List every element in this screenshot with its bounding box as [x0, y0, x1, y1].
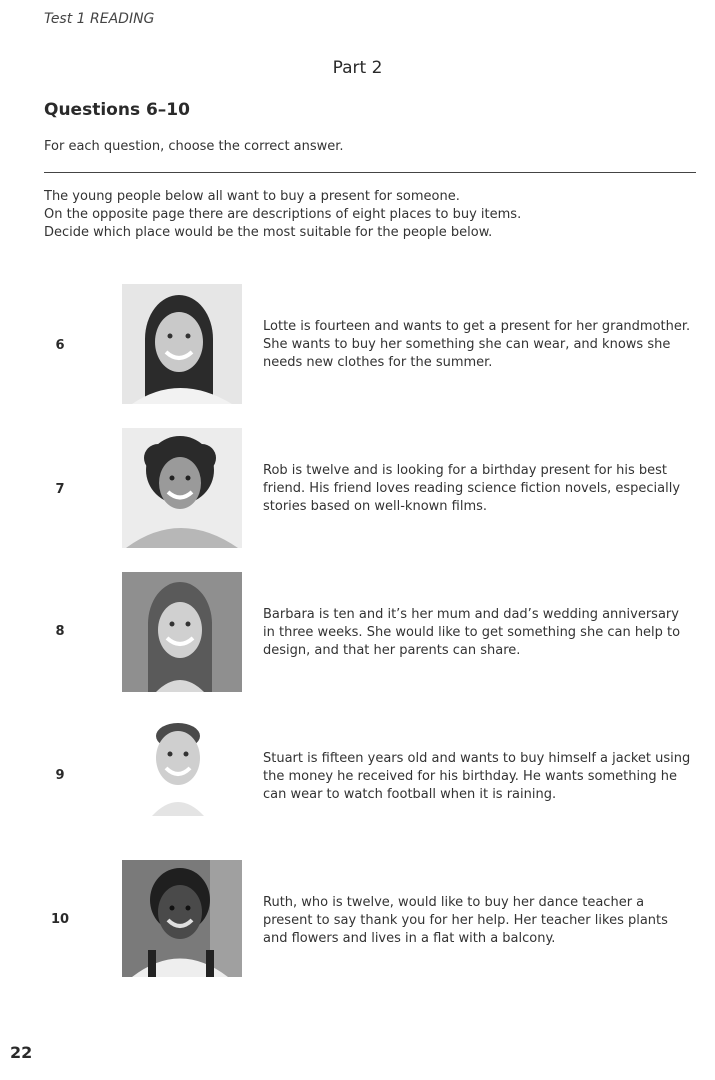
- question-8: [0, 572, 715, 697]
- boy-short-hair-photo: [122, 716, 242, 836]
- girl-long-hair-smiling-photo: [122, 572, 242, 692]
- question-number: 8: [55, 624, 65, 639]
- questions-title: Questions 6–10: [44, 100, 190, 120]
- question-number: 7: [55, 482, 65, 497]
- intro-line: Decide which place would be the most suitable for the people below.: [44, 225, 493, 240]
- question-text: Stuart is fifteen years old and wants to buy himself a jacket using the money he received for his birthday. He wants something he can wear to watch football when it is raining.: [263, 751, 691, 802]
- question-text: Lotte is fourteen and wants to get a present for her grandmother. She wants to buy her something she can wear, and knows she needs new clothes for the summer.: [263, 319, 691, 370]
- question-number: 6: [55, 338, 65, 353]
- question-number: 10: [50, 912, 70, 927]
- girl-braided-hair-photo: [122, 860, 242, 977]
- intro-paragraph: [44, 188, 684, 242]
- question-7: [0, 428, 715, 553]
- part-title: Part 2: [332, 58, 383, 78]
- question-text: Rob is twelve and is looking for a birthday present for his best friend. His friend loves reading science fiction novels, especially stories based on well-known films.: [263, 463, 681, 514]
- instruction-text: For each question, choose the correct answer.: [44, 139, 344, 154]
- question-9: [0, 716, 715, 841]
- divider-rule: [44, 172, 696, 173]
- girl-curly-hair-photo: [122, 428, 242, 548]
- question-10: [0, 860, 715, 985]
- intro-line: The young people below all want to buy a present for someone.: [44, 189, 460, 204]
- running-header: Test 1 READING: [44, 11, 155, 27]
- girl-long-dark-hair-photo: [122, 284, 242, 404]
- question-6: [0, 284, 715, 409]
- intro-line: On the opposite page there are descriptions of eight places to buy items.: [44, 207, 522, 222]
- question-text: Ruth, who is twelve, would like to buy her dance teacher a present to say thank you for her help. Her teacher likes plants and flowers and lives in a flat with a balcony.: [263, 895, 668, 946]
- page-number: 22: [10, 1043, 33, 1062]
- question-text: Barbara is ten and it’s her mum and dad’s wedding anniversary in three weeks. She would like to get something she can help to design, and that her parents can share.: [263, 607, 681, 658]
- question-number: 9: [55, 768, 65, 783]
